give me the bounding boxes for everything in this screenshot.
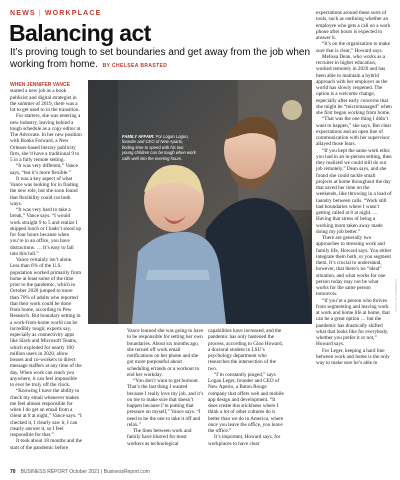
photo-caption xyxy=(122,134,196,161)
paragraph: It’s important, Howard says, for workplaces to have clear xyxy=(208,434,281,447)
paragraph: It took about 18 months and the start of the pandemic before xyxy=(10,438,82,451)
paragraph: “That was the one thing I didn’t want to happen,” she says. But clear expectations and an open line of communication with her supervisor allayed those fears. xyxy=(316,116,392,148)
paragraph: “Knowing I have the ability to check my email whenever makes me feel almost responsible for when I do get an email from a client at 8 at night,” Vance says. “I checked it, I clearly saw it, I can clearly answer it, so I feel responsible for that.” xyxy=(10,388,82,438)
paragraph: Melissa Dean, who works as a recruiter in higher education, worked remotely in 2020 and has been able to maintain a hybrid approach with her employer as the world has slowly reopened. The option is a welcome change, especially after early concerns that she might be “micromanaged” when she first began working from home. xyxy=(316,53,392,116)
family-photo-illustration xyxy=(88,80,312,324)
caption-label: FAMILY AFFAIR: xyxy=(122,134,155,139)
paragraph: Vance learned she was going to have to be responsible for setting her own boundaries. About six months ago, she turned off work email notifications on her phone and she got more purposeful about scheduling errands or a workout to end her workday. xyxy=(127,328,204,378)
article-column-3 xyxy=(208,328,285,468)
kicker-news: NEWS xyxy=(10,10,36,17)
paragraph: “You don’t want to get burnout. That’s the last thing I wanted because I really love my job, and it’s on me to make sure that doesn’t happen because I’m putting that pressure on myself,” Vance says. “I need to be the one to take it off and relax.” xyxy=(127,378,204,428)
paragraph: capabilities have increased, and the pandemic has only hastened the process, according to Gino Howard, a doctoral student in LSU’s psychology department who researches the intersection of the two. xyxy=(208,328,283,372)
paragraph: “If you kept the same work ethic you had in an in-person setting, then they realized we could still do our job remotely,” Dean says, and she found she could tackle small projects at home throughout the day that saved her time on the weekends, like throwing in a load of laundry between calls. “Work still had boundaries where I wasn’t getting called at 8 at night. … Having that stress of being a working mom taken away made doing my job better.” xyxy=(316,147,392,235)
article-column-1 xyxy=(10,82,82,466)
paragraph: “It was very different,” Vance says, “but it’s more flexible.” xyxy=(10,163,78,176)
paragraph: expectations around these sorts of tools, such as outlining whether an employee who gets a call on a work phone after hours is expected to answer it. xyxy=(316,10,391,41)
paragraph: “I’m constantly pinged,” says Logan Leger, founder and CEO of New Aperio, a Baton Rouge company that offers web and mobile app design and development. “It does create this stickiness where I think a lot of other cultures do it better than we do in America, where once you leave the office, you leave the office.” xyxy=(208,371,284,434)
paragraph: There are generally two approaches to stressing work and family life, Howard says: You either integrate them both, or you segment them. It’s crucial to understand, however, that there’s no “ideal” situation, and what works for one person today may not be what works for the same person tomorrow. xyxy=(316,235,392,298)
paragraph: For Leger, keeping a hard line between work and home is the only way to make sure he’s able to xyxy=(316,347,390,366)
paragraph: For starters, she was entering a new industry, leaving behind a tough schedule as a copy editor at The Advocate. In her new position with Books Forward, a New Orleans-based literary publicity firm, she’d have a traditional 9 to 5 in a fully remote setting. xyxy=(10,113,82,163)
deck-text: It’s proving tough to set boundaries and get away from the job when working from home. xyxy=(10,47,311,70)
paragraph: “It was very hard to take a break,” Vance says. “I would work straight 9 to 5 and realize I skipped lunch or I hadn’t stood up for four hours because when you’re in an office, you have distractions. … It’s easy to fall into this lull.” xyxy=(10,207,82,257)
footer-text: BUSINESS REPORT October 2021 | BusinessReport.com xyxy=(20,469,150,475)
paragraph: It was a key aspect of what Vance was looking for in finding the new role, but she soon found that flexibility could cut both ways. xyxy=(10,175,79,207)
headline: Balancing act xyxy=(9,20,151,46)
article-column-2 xyxy=(127,328,204,468)
kicker-separator: | xyxy=(38,10,42,17)
lead-paragraph xyxy=(10,82,82,113)
paragraph: The lines between work and family have blurred for most workers as technological xyxy=(127,428,192,447)
byline: BY CHELSEA BRASTED xyxy=(102,63,168,69)
paragraph: “It’s on the organization to make sure that is clear,” Howard says. xyxy=(316,41,391,54)
paragraph: started a new job as a book publicist and digital strategist in the summer of 2019, there was a lot to get used to in the transition. xyxy=(10,88,80,113)
caption-text: For Logan Lagoo, founder and CEO of New Aparto, finding time to spend with his two young children can be tough when work calls well into the evening hours. xyxy=(122,134,196,161)
page-number: 70 xyxy=(10,469,16,475)
page-footer xyxy=(10,469,150,475)
section-kicker xyxy=(10,10,102,17)
lead-in: WHEN JENNIFER VANCE xyxy=(10,82,70,88)
photo-credit: PHOTO BY SOMEBODY xyxy=(394,278,398,312)
article-column-4 xyxy=(316,10,392,470)
deck xyxy=(10,47,310,72)
kicker-workplace: WORKPLACE xyxy=(44,10,102,17)
paragraph: “If you’re a person who thrives from segmenting and leaving work at work and home life at home, that can be a great option … but the pandemic has drastically shifted what that looks like for everybody, whether you prefer it or not,” Howard says. xyxy=(316,297,390,348)
paragraph: Vance certainly isn’t alone. Less than 6% of the U.S. population worked primarily from home at least some of the time prior to the pandemic, which in October 2020 jumped to more than 70% of adults who reported that their work could be done from home, according to Pew Research. But boundary setting in a work-from-home world can be incredibly tough; experts say, especially as connectivity apps like Slack and Microsoft Teams, which exploded for nearly 100 million users in 2020, allow bosses and co-workers to direct message staffers at any time of the day. When work can reach you anywhere, it can feel impossible to ever be truly off the clock. xyxy=(10,257,82,388)
